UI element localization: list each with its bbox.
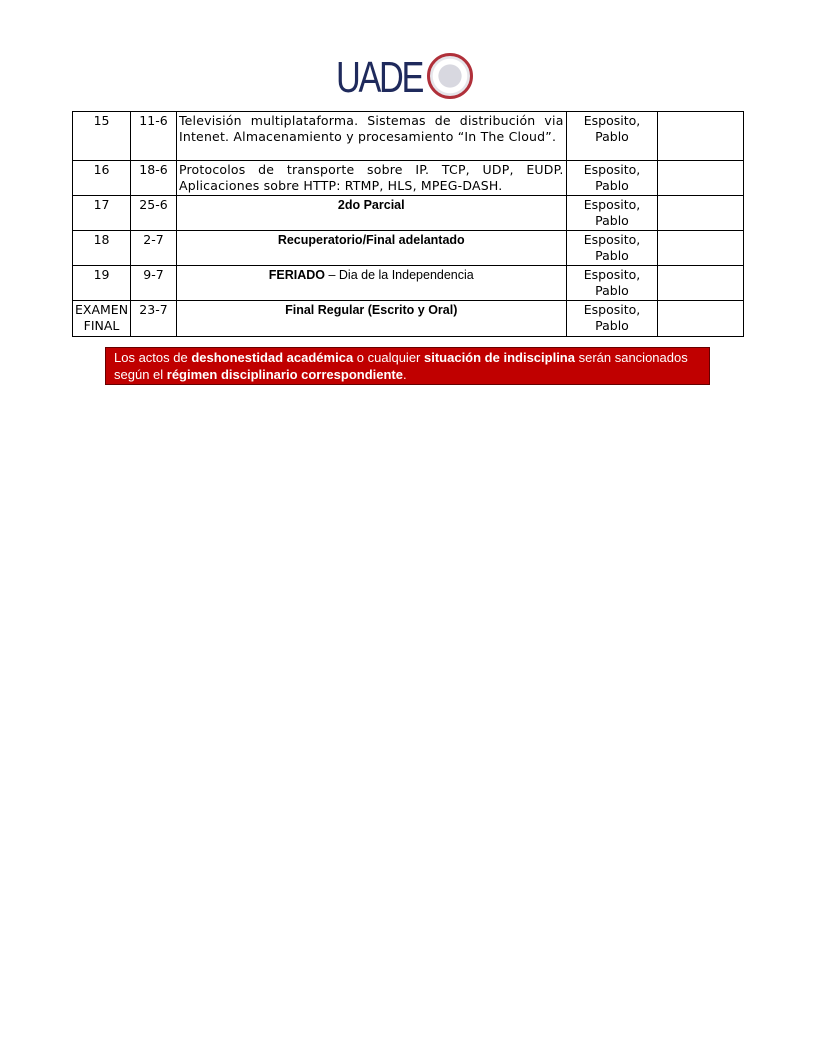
teacher-name: Esposito, Pablo <box>566 196 658 231</box>
class-content <box>176 196 566 231</box>
class-number: EXAMEN FINAL <box>73 301 131 337</box>
content-segment: Televisión multiplataforma. Sistemas de distribución via Intenet. Almacenamiento y procesamiento “In The Cloud”. <box>178 113 564 144</box>
discipline-notice <box>105 347 710 385</box>
notice-segment: o cualquier <box>353 350 424 365</box>
table-row <box>73 196 744 231</box>
notice-segment: régimen disciplinario correspondiente <box>166 367 403 382</box>
class-number: 19 <box>73 266 131 301</box>
table-row <box>73 161 744 196</box>
notice-segment: . <box>403 367 407 382</box>
notice-segment: Los actos de <box>114 350 192 365</box>
class-content <box>176 161 566 196</box>
content-segment: Final Regular (Escrito y Oral) <box>285 303 458 317</box>
content-segment: – Dia de la Independencia <box>325 268 474 282</box>
class-date: 11-6 <box>131 112 177 161</box>
table-row <box>73 231 744 266</box>
class-date: 9-7 <box>131 266 177 301</box>
class-content <box>176 266 566 301</box>
teacher-name: Esposito, Pablo <box>566 301 658 337</box>
uade-logo <box>336 48 484 108</box>
class-date: 23-7 <box>131 301 177 337</box>
teacher-name: Esposito, Pablo <box>566 231 658 266</box>
table-row <box>73 266 744 301</box>
university-seal-icon <box>427 53 473 99</box>
content-segment: Recuperatorio/Final adelantado <box>277 233 465 247</box>
class-number: 18 <box>73 231 131 266</box>
class-date: 2-7 <box>131 231 177 266</box>
table-row <box>73 301 744 337</box>
class-number: 17 <box>73 196 131 231</box>
notice-segment: deshonestidad académica <box>191 350 354 365</box>
class-date: 25-6 <box>131 196 177 231</box>
class-number: 16 <box>73 161 131 196</box>
content-segment: FERIADO <box>268 268 325 282</box>
teacher-name: Esposito, Pablo <box>566 112 658 161</box>
class-number: 15 <box>73 112 131 161</box>
extra-cell <box>658 112 744 161</box>
extra-cell <box>658 231 744 266</box>
teacher-name: Esposito, Pablo <box>566 266 658 301</box>
content-segment: Protocolos de transporte sobre IP. TCP, UDP, EUDP. Aplicaciones sobre HTTP: RTMP, HLS, MPEG-DASH. <box>178 162 564 193</box>
extra-cell <box>658 266 744 301</box>
class-date: 18-6 <box>131 161 177 196</box>
table-row <box>73 112 744 161</box>
class-content <box>176 112 566 161</box>
logo-text: UADE <box>336 53 422 102</box>
notice-segment: serán sancionados según el <box>114 350 688 382</box>
extra-cell <box>658 196 744 231</box>
extra-cell <box>658 161 744 196</box>
class-content <box>176 231 566 266</box>
content-segment: 2do Parcial <box>337 198 405 212</box>
class-content <box>176 301 566 337</box>
schedule-table <box>72 111 744 337</box>
teacher-name: Esposito, Pablo <box>566 161 658 196</box>
notice-segment: situación de indisciplina <box>424 350 575 365</box>
extra-cell <box>658 301 744 337</box>
